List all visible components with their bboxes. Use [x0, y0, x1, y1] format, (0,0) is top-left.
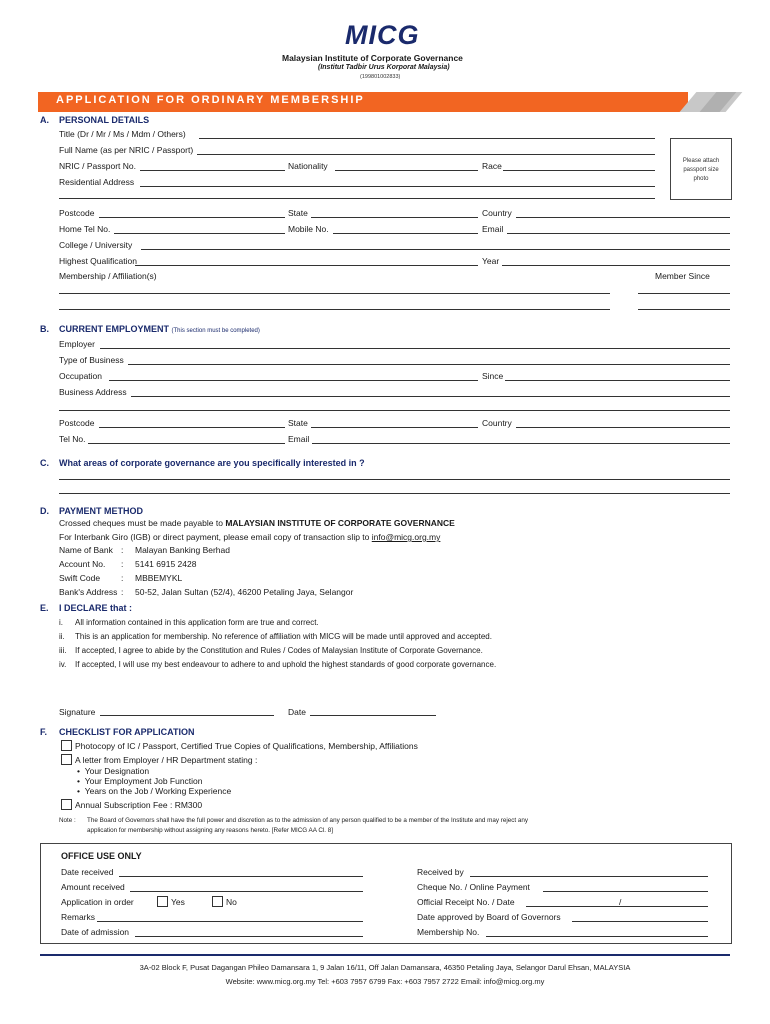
member-since-label: Member Since: [655, 271, 710, 281]
note-line-1: The Board of Governors shall have the full power and discretion as to the admission of any person qualified to be a member of the Institute and may reject any: [87, 817, 529, 824]
full-name-label: Full Name (as per NRIC / Passport): [59, 145, 194, 155]
title-input[interactable]: [199, 138, 655, 139]
section-b-letter: B.: [40, 324, 49, 334]
business-state-input[interactable]: [311, 427, 478, 428]
office-cheque-input[interactable]: [543, 891, 708, 892]
nationality-label: Nationality: [288, 161, 328, 171]
org-name: Malaysian Institute of Corporate Governance: [282, 53, 463, 63]
office-date-admission-input[interactable]: [135, 936, 363, 937]
section-e-letter: E.: [40, 603, 49, 613]
payment-line-1-text: Crossed cheques must be made payable to: [59, 518, 226, 528]
business-country-label: Country: [482, 418, 512, 428]
bank-row-sep: :: [121, 559, 124, 569]
postcode-input[interactable]: [99, 217, 285, 218]
declaration-num: iv.: [59, 660, 67, 669]
bank-row-value: 50-52, Jalan Sultan (52/4), 46200 Petaling Jaya, Selangor: [135, 587, 354, 597]
checklist-bullet: • Years on the Job / Working Experience: [77, 786, 232, 796]
year-input[interactable]: [502, 265, 730, 266]
full-name-input[interactable]: [197, 154, 655, 155]
section-f-title: CHECKLIST FOR APPLICATION: [59, 727, 195, 737]
home-tel-label: Home Tel No.: [59, 224, 111, 234]
checklist-checkbox-letter[interactable]: [61, 754, 72, 765]
email-label: Email: [482, 224, 504, 234]
declaration-num: iii.: [59, 646, 67, 655]
logo-text: MICG: [345, 20, 420, 50]
section-c-letter: C.: [40, 458, 49, 468]
member-since-input-2[interactable]: [638, 309, 730, 310]
checklist-checkbox-fee[interactable]: [61, 799, 72, 810]
payment-line-2: [59, 532, 440, 542]
business-postcode-input[interactable]: [99, 427, 285, 428]
race-label: Race: [482, 161, 502, 171]
interest-input-2[interactable]: [59, 493, 730, 494]
checklist-bullet-text: Years on the Job / Working Experience: [84, 786, 232, 796]
declaration-item: [59, 660, 497, 669]
office-date-approved-label: Date approved by Board of Governors: [417, 912, 561, 922]
qualification-input[interactable]: [135, 265, 478, 266]
business-type-input[interactable]: [128, 364, 730, 365]
declaration-text: If accepted, I will use my best endeavour to adhere to and uphold the highest standards of good corporate governance.: [75, 660, 497, 669]
member-since-input-1[interactable]: [638, 293, 730, 294]
office-no-label: No: [226, 897, 237, 907]
declaration-num: i.: [59, 618, 63, 627]
qualification-label: Highest Qualification: [59, 256, 137, 266]
office-received-by-input[interactable]: [470, 876, 708, 877]
title-label: Title (Dr / Mr / Ms / Mdm / Others): [59, 129, 186, 139]
checklist-checkbox-ic[interactable]: [61, 740, 72, 751]
office-received-by-label: Received by: [417, 867, 464, 877]
section-e-title: I DECLARE that :: [59, 603, 132, 613]
checklist-bullet-text: Your Designation: [84, 766, 150, 776]
state-input[interactable]: [311, 217, 478, 218]
mobile-label: Mobile No.: [288, 224, 329, 234]
college-input[interactable]: [141, 249, 730, 250]
office-receipt-label: Official Receipt No. / Date: [417, 897, 515, 907]
org-name-malay: (Institut Tadbir Urus Korporat Malaysia): [318, 64, 450, 71]
business-address-input-2[interactable]: [59, 410, 730, 411]
payment-email-link[interactable]: info@micg.org.my: [371, 532, 441, 542]
office-amount-label: Amount received: [61, 882, 125, 892]
business-tel-input[interactable]: [88, 443, 285, 444]
business-state-label: State: [288, 418, 308, 428]
address-input-2[interactable]: [59, 198, 655, 199]
office-date-received-label: Date received: [61, 867, 114, 877]
footer-divider: [40, 954, 730, 956]
section-a-letter: A.: [40, 115, 49, 125]
section-b-title: [59, 324, 260, 334]
bank-row-sep: :: [121, 573, 124, 583]
office-receipt-input[interactable]: [526, 906, 708, 907]
business-email-label: Email: [288, 434, 310, 444]
business-tel-label: Tel No.: [59, 434, 86, 444]
form-title: APPLICATION FOR ORDINARY MEMBERSHIP: [56, 94, 365, 106]
business-address-label: Business Address: [59, 387, 127, 397]
office-membership-no-label: Membership No.: [417, 927, 480, 937]
home-tel-input[interactable]: [114, 233, 285, 234]
payee-name: MALAYSIAN INSTITUTE OF CORPORATE GOVERNANCE: [225, 518, 455, 528]
office-no-checkbox[interactable]: [212, 896, 223, 907]
year-label: Year: [482, 256, 500, 266]
office-receipt-slash: /: [619, 897, 622, 907]
postcode-label: Postcode: [59, 208, 95, 218]
bank-row-label: Name of Bank: [59, 545, 113, 555]
checklist-item-fee: Annual Subscription Fee : RM300: [75, 800, 203, 810]
payment-line-1: [59, 518, 455, 528]
office-title: OFFICE USE ONLY: [61, 851, 142, 861]
employer-label: Employer: [59, 339, 95, 349]
payment-line-2-text: For Interbank Giro (IGB) or direct payment, please email copy of transaction slip to: [59, 532, 372, 542]
checklist-bullet: • Your Employment Job Function: [77, 776, 203, 786]
footer-address: 3A-02 Block F, Pusat Dagangan Phileo Damansara 1, 9 Jalan 16/11, Off Jalan Damansara, 46350 Petaling Jaya, Selangor Darul Ehsan, MALAYSIA: [139, 963, 631, 972]
checklist-bullet: • Your Designation: [77, 766, 150, 776]
note-label: Note :: [59, 817, 76, 824]
occupation-input[interactable]: [109, 380, 478, 381]
since-input[interactable]: [505, 380, 730, 381]
business-address-input[interactable]: [131, 396, 730, 397]
office-remarks-label: Remarks: [61, 912, 96, 922]
bank-row-label: Account No.: [59, 559, 106, 569]
country-label: Country: [482, 208, 512, 218]
college-label: College / University: [59, 240, 133, 250]
mobile-input[interactable]: [333, 233, 478, 234]
office-date-admission-label: Date of admission: [61, 927, 130, 937]
employer-input[interactable]: [100, 348, 730, 349]
bank-row-label: Bank's Address: [59, 587, 118, 597]
declaration-item: [59, 632, 492, 641]
office-cheque-label: Cheque No. / Online Payment: [417, 882, 530, 892]
registration-number: (199801002833): [360, 74, 401, 80]
office-use-box: [40, 843, 732, 944]
state-label: State: [288, 208, 308, 218]
checklist-bullet-text: Your Employment Job Function: [84, 776, 203, 786]
membership-input-1[interactable]: [59, 293, 610, 294]
nationality-input[interactable]: [335, 170, 478, 171]
office-date-approved-input[interactable]: [572, 921, 708, 922]
business-type-label: Type of Business: [59, 355, 124, 365]
section-b-title-text: CURRENT EMPLOYMENT: [59, 324, 169, 334]
race-input[interactable]: [503, 170, 655, 171]
logo: [345, 20, 420, 51]
declaration-item: [59, 646, 483, 655]
office-membership-no-input[interactable]: [486, 936, 708, 937]
since-label: Since: [482, 371, 504, 381]
checklist-item-letter: A letter from Employer / HR Department stating :: [75, 755, 258, 765]
office-yes-label: Yes: [171, 897, 185, 907]
office-date-received-input[interactable]: [119, 876, 363, 877]
bank-row-sep: :: [121, 545, 124, 555]
signature-label: Signature: [59, 707, 96, 717]
section-f-letter: F.: [40, 727, 48, 737]
occupation-label: Occupation: [59, 371, 102, 381]
declaration-item: [59, 618, 319, 627]
declaration-num: ii.: [59, 632, 65, 641]
address-label: Residential Address: [59, 177, 135, 187]
office-application-order-label: Application in order: [61, 897, 134, 907]
email-input[interactable]: [507, 233, 730, 234]
bank-row-value: 5141 6915 2428: [135, 559, 197, 569]
interest-input-1[interactable]: [59, 479, 730, 480]
date-label: Date: [288, 707, 306, 717]
section-d-title: PAYMENT METHOD: [59, 506, 144, 516]
declaration-text: All information contained in this application form are true and correct.: [75, 618, 319, 627]
country-input[interactable]: [516, 217, 730, 218]
photo-note-line: passport size: [683, 167, 719, 173]
section-a-title: PERSONAL DETAILS: [59, 115, 150, 125]
signature-input[interactable]: [100, 715, 274, 716]
bank-row-value: MBBEMYKL: [135, 573, 183, 583]
office-remarks-input[interactable]: [97, 921, 363, 922]
bank-row-label: Swift Code: [59, 573, 101, 583]
declaration-text: This is an application for membership. No reference of affiliation with MICG will be made until approved and accepted.: [75, 632, 492, 641]
photo-note-line: photo: [693, 176, 709, 182]
section-d-letter: D.: [40, 506, 49, 516]
business-email-input[interactable]: [312, 443, 730, 444]
photo-note: [670, 157, 732, 184]
business-country-input[interactable]: [516, 427, 730, 428]
checklist-item-ic: Photocopy of IC / Passport, Certified True Copies of Qualifications, Membership, Affiliations: [75, 741, 418, 751]
office-amount-input[interactable]: [130, 891, 363, 892]
business-postcode-label: Postcode: [59, 418, 95, 428]
date-input[interactable]: [310, 715, 436, 716]
footer-contact: Website: www.micg.org.my Tel: +603 7957 6799 Fax: +603 7957 2722 Email: info@micg.org.my: [225, 977, 545, 986]
membership-input-2[interactable]: [59, 309, 610, 310]
section-b-note: (This section must be completed): [171, 328, 260, 334]
photo-note-line: Please attach: [682, 158, 720, 164]
nric-input[interactable]: [140, 170, 285, 171]
office-yes-checkbox[interactable]: [157, 896, 168, 907]
nric-label: NRIC / Passport No.: [59, 161, 136, 171]
bank-row-value: Malayan Banking Berhad: [135, 545, 230, 555]
membership-label: Membership / Affiliation(s): [59, 271, 157, 281]
declaration-text: If accepted, I agree to abide by the Constitution and Rules / Codes of Malaysian Institute of Corporate Governance.: [75, 646, 483, 655]
address-input[interactable]: [140, 186, 655, 187]
bank-row-sep: :: [121, 587, 124, 597]
section-c-title: What areas of corporate governance are you specifically interested in ?: [59, 458, 365, 468]
note-line-2: application for membership without assigning any reasons hereto. [Refer MICG AA Cl. 8]: [87, 827, 334, 834]
